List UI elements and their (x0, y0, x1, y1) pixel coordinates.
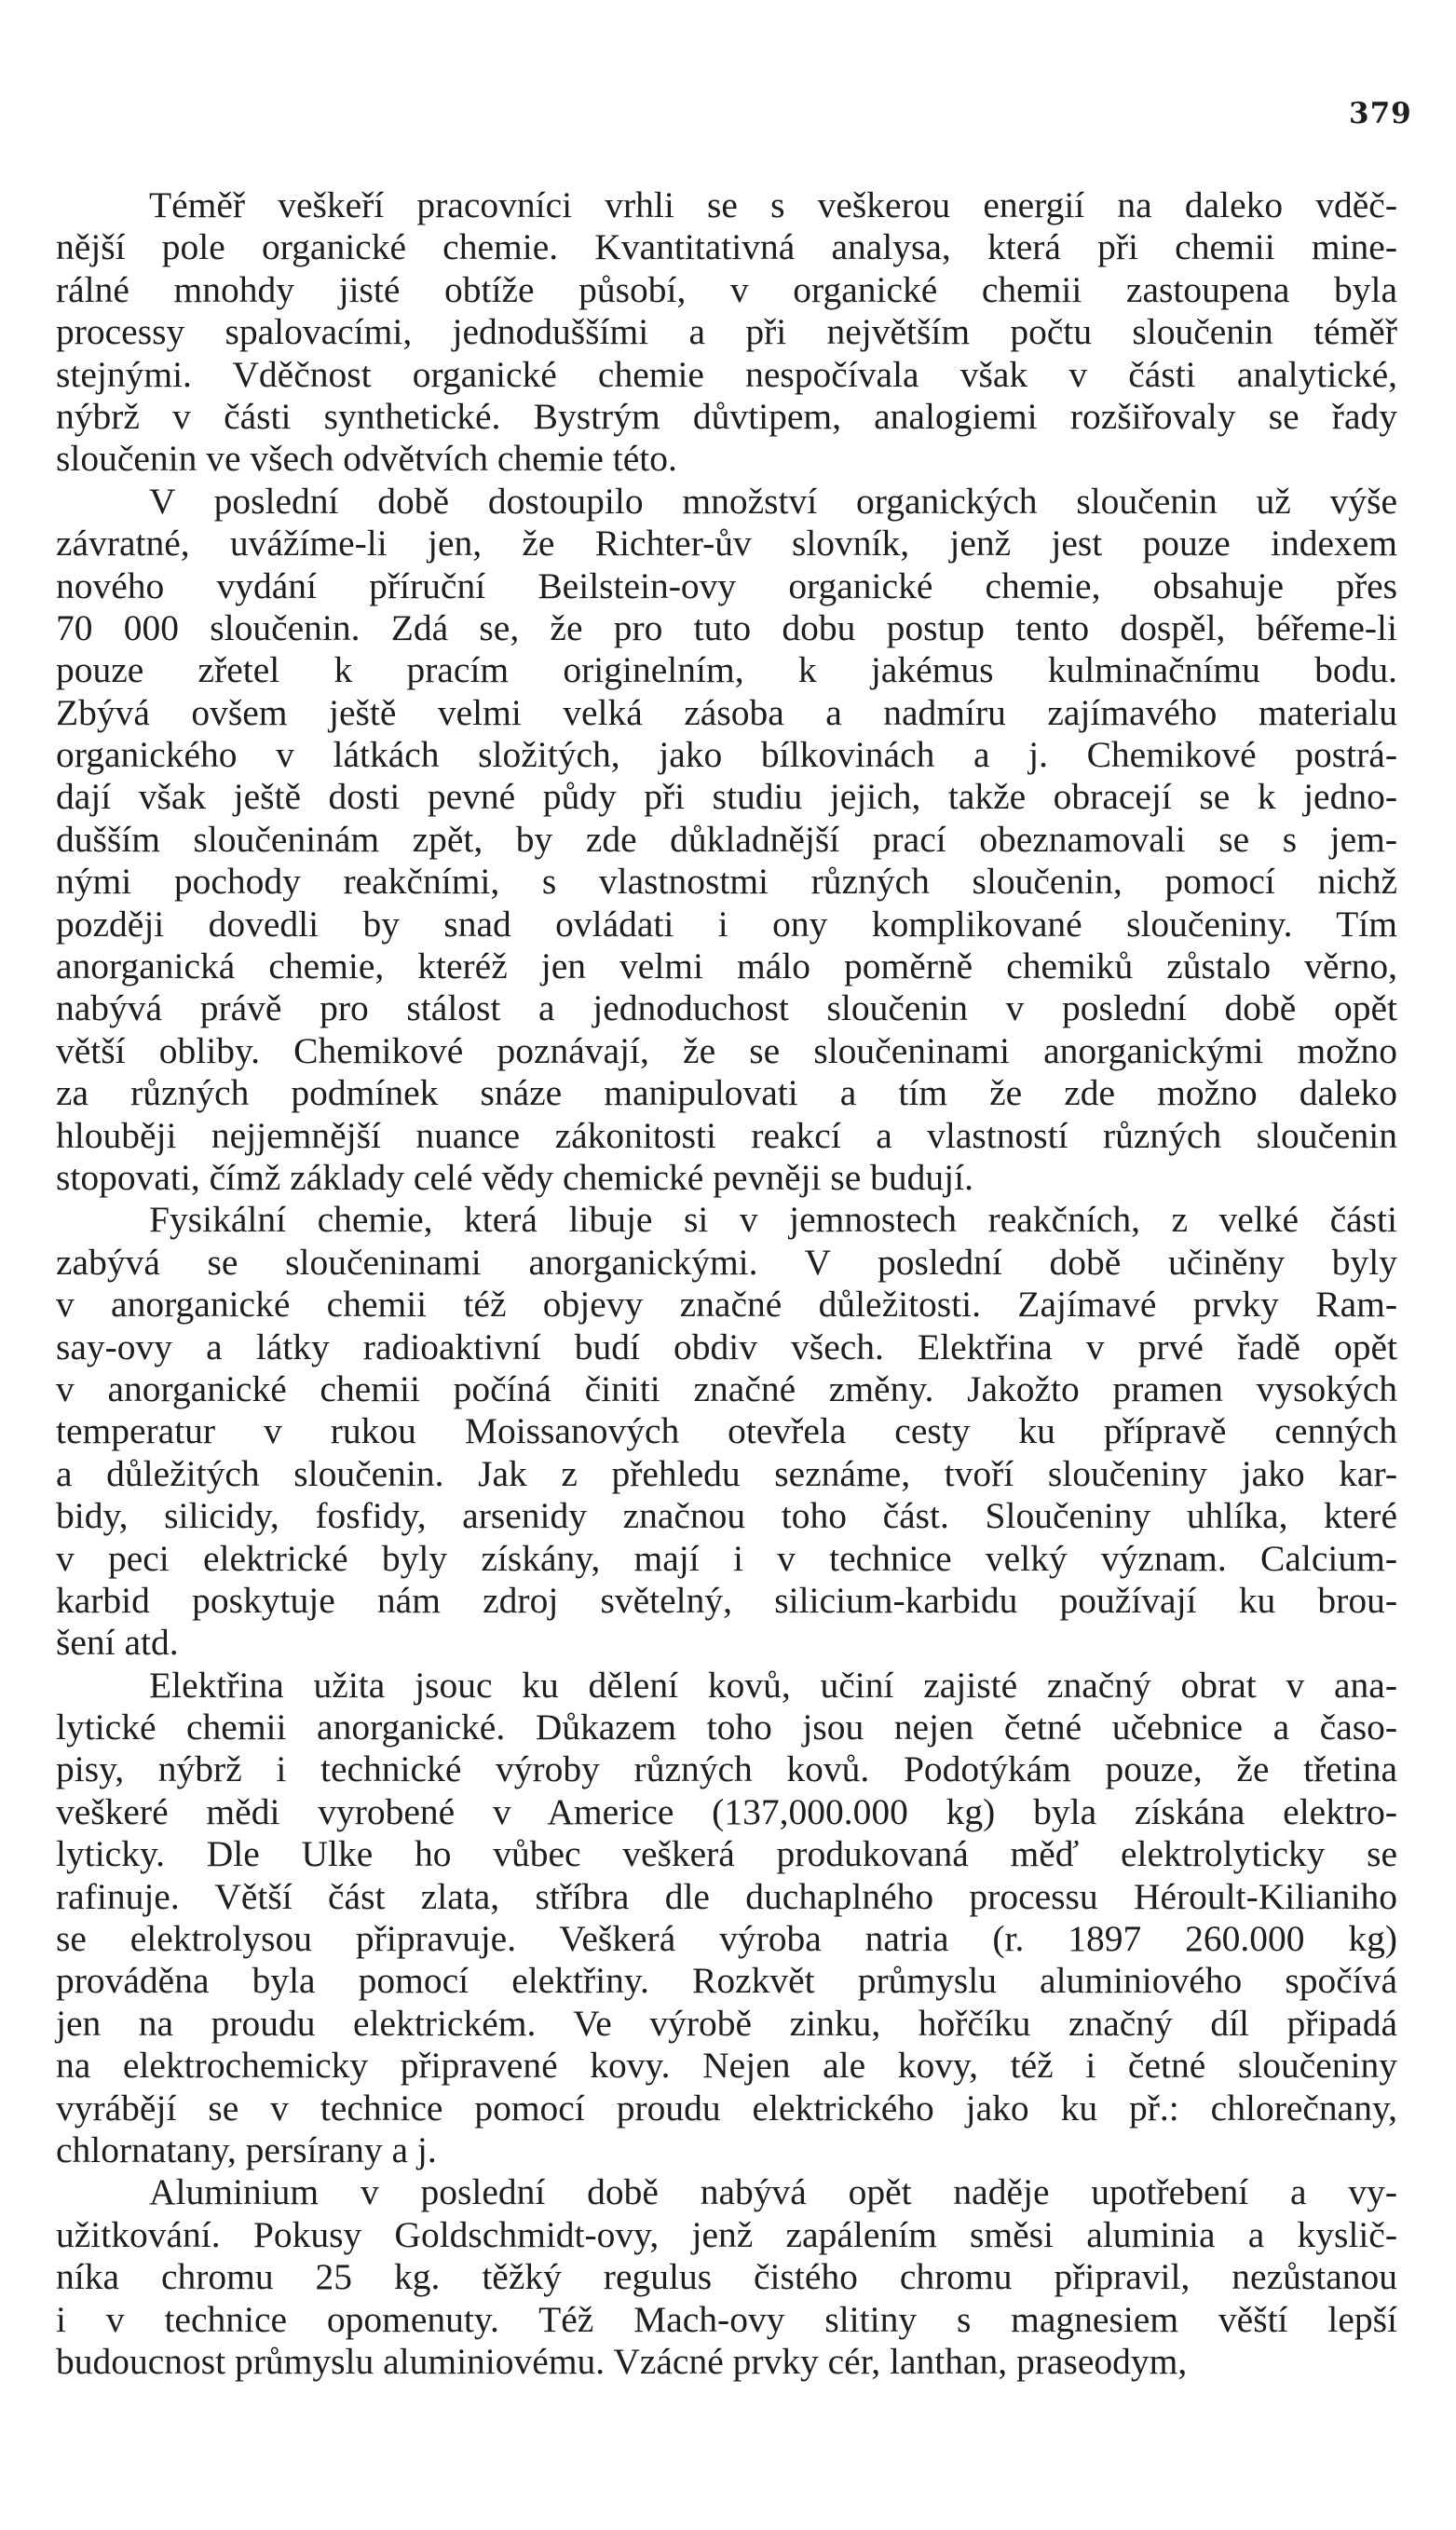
text-line: anorganická chemie, kteréž jen velmi málo poměrně chemiků zůstalo věrno, (56, 945, 1397, 987)
paragraph (56, 2171, 1397, 2383)
text-line: vyrábějí se v technice pomocí proudu elektrického jako ku př.: chlorečnany, (56, 2087, 1397, 2129)
text-line: karbid poskytuje nám zdroj světelný, silicium-karbidu používají ku brou- (56, 1579, 1397, 1621)
paragraph (56, 481, 1397, 1200)
text-line: veškeré mědi vyrobené v Americe (137,000.000 kg) byla získána elektro- (56, 1790, 1397, 1832)
text-line: zabývá se sloučeninami anorganickými. V poslední době učiněny byly (56, 1241, 1397, 1283)
text-line: se elektrolysou připravuje. Veškerá výroba natria (r. 1897 260.000 kg) (56, 1918, 1397, 1960)
text-line: budoucnost průmyslu aluminiovému. Vzácné prvky cér, lanthan, praseodym, (56, 2340, 1188, 2382)
text-line: a důležitých sloučenin. Jak z přehledu seznáme, tvoří sloučeniny jako kar- (56, 1452, 1397, 1494)
text-line: say-ovy a látky radioaktivní budí obdiv všech. Elektřina v prvé řadě opět (56, 1326, 1397, 1367)
text-line: v anorganické chemii též objevy značné důležitosti. Zajímavé prvky Ram- (56, 1284, 1397, 1326)
text-line: za různých podmínek snáze manipulovati a tím že zde možno daleko (56, 1072, 1397, 1114)
text-line: temperatur v rukou Moissanových otevřela cesty ku přípravě cenných (56, 1410, 1397, 1452)
text-line: v anorganické chemii počíná činiti značné změny. Jakožto pramen vysokých (56, 1367, 1397, 1409)
text-line: Téměř veškeří pracovníci vrhli se s veškerou energií na daleko vděč- (149, 184, 1397, 225)
text-line: Aluminium v poslední době nabývá opět naděje upotřebení a vy- (149, 2171, 1397, 2213)
text-line: rafinuje. Větší část zlata, stříbra dle duchaplného processu Héroult-Kilianiho (56, 1875, 1397, 1917)
text-line: šení atd. (56, 1622, 179, 1664)
text-line: závratné, uvážíme-li jen, že Richter-ův slovník, jenž jest pouze indexem (56, 523, 1397, 564)
text-line: na elektrochemicky připravené kovy. Nejen ale kovy, též i četné sloučeniny (56, 2045, 1397, 2087)
body-text (56, 184, 1397, 2383)
text-line: bidy, silicidy, fosfidy, arsenidy značnou toho část. Sloučeniny uhlíka, které (56, 1495, 1397, 1537)
text-line: i v technice opomenuty. Též Mach-ovy slitiny s magnesiem věští lepší (56, 2298, 1397, 2340)
text-line: 70 000 sloučenin. Zdá se, že pro tuto dobu postup tento dospěl, béřeme-li (56, 606, 1397, 648)
text-line: sloučenin ve všech odvětvích chemie této. (56, 438, 677, 480)
text-line: v peci elektrické byly získány, mají i v technice velký význam. Calcium- (56, 1537, 1397, 1579)
text-line: později dovedli by snad ovládati i ony komplikované sloučeniny. Tím (56, 903, 1397, 945)
text-line: Zbývá ovšem ještě velmi velká zásoba a nadmíru zajímavého materialu (56, 691, 1397, 733)
text-line: nýbrž v části synthetické. Bystrým důvtipem, analogiemi rozšiřovaly se řady (56, 395, 1397, 437)
text-line: nější pole organické chemie. Kvantitativná analysa, která při chemii mine- (56, 226, 1397, 268)
text-line: hlouběji nejjemnější nuance zákonitosti reakcí a vlastností různých sloučenin (56, 1114, 1397, 1156)
text-line: lyticky. Dle Ulke ho vůbec veškerá produkovaná měď elektrolyticky se (56, 1833, 1397, 1875)
text-line: nabývá právě pro stálost a jednoduchost sloučenin v poslední době opět (56, 987, 1397, 1029)
text-line: nými pochody reakčními, s vlastnostmi různých sloučenin, pomocí nichž (56, 861, 1397, 903)
text-line: processy spalovacími, jednoduššími a při největším počtu sloučenin téměř (56, 311, 1397, 353)
text-line: chlornatany, persírany a j. (56, 2129, 437, 2170)
text-line: větší obliby. Chemikové poznávají, že se sloučeninami anorganickými možno (56, 1029, 1397, 1071)
paragraph (56, 1665, 1397, 2172)
text-line: Elektřina užita jsouc ku dělení kovů, učiní zajisté značný obrat v ana- (149, 1664, 1397, 1706)
text-line: lytické chemii anorganické. Důkazem toho jsou nejen četné učebnice a časo- (56, 1707, 1397, 1748)
text-line: V poslední době dostoupilo množství organických sloučenin už výše (149, 480, 1397, 522)
text-line: dušším sloučeninám zpět, by zde důkladnější prací obeznamovali se s jem- (56, 818, 1397, 860)
page-number: 379 (1349, 97, 1412, 130)
text-line: pouze zřetel k pracím originelním, k jakémus kulminačnímu bodu. (56, 649, 1397, 691)
text-line: Fysikální chemie, která libuje si v jemnostech reakčních, z velké části (149, 1199, 1397, 1241)
text-line: níka chromu 25 kg. těžký regulus čistého chromu připravil, nezůstanou (56, 2256, 1397, 2298)
text-line: stopovati, čímž základy celé vědy chemické pevněji se budují. (56, 1156, 973, 1198)
text-line: stejnými. Vděčnost organické chemie nespočívala však v části analytické, (56, 353, 1397, 395)
text-line: organického v látkách složitých, jako bílkovinách a j. Chemikové postrá- (56, 734, 1397, 776)
text-line: jen na proudu elektrickém. Ve výrobě zinku, hořčíku značný díl připadá (56, 2002, 1397, 2044)
text-line: dají však ještě dosti pevné půdy při studiu jejich, takže obracejí se k jedno- (56, 776, 1397, 818)
paragraph (56, 1199, 1397, 1664)
paragraph (56, 184, 1397, 481)
text-line: pisy, nýbrž i technické výroby různých kovů. Podotýkám pouze, že třetina (56, 1748, 1397, 1790)
text-line: užitkování. Pokusy Goldschmidt-ovy, jenž zapálením směsi aluminia a kyslič- (56, 2213, 1397, 2255)
text-line: nového vydání příruční Beilstein-ovy organické chemie, obsahuje přes (56, 564, 1397, 606)
text-line: rálné mnohdy jisté obtíže působí, v organické chemii zastoupena byla (56, 268, 1397, 310)
text-line: prováděna byla pomocí elektřiny. Rozkvět průmyslu aluminiového spočívá (56, 1960, 1397, 2002)
